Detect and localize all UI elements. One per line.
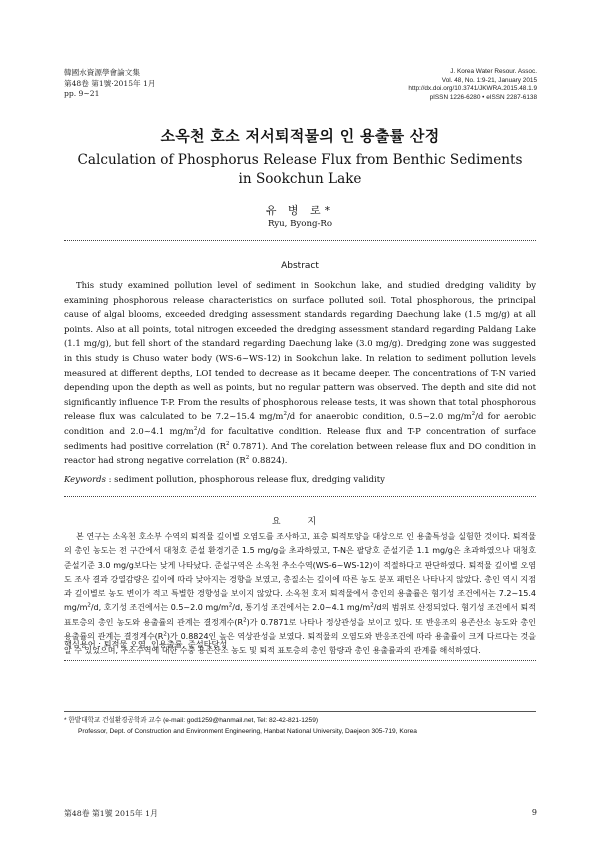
issn: pISSN 1226-6280 • eISSN 2287-6138 [429,93,537,101]
footnote [64,716,536,737]
footnote-line-2: Professor, Dept. of Construction and Environment Engineering, Hanbat National University, Daejeon 305-719, Korea [78,727,417,735]
journal-volume-en: Vol. 48, No. 1:9-21, January 2015 [441,76,537,84]
journal-name: 韓國水資源學會論文集 [64,68,140,77]
summary-heading: 요 지 [271,517,329,527]
author-english: Ryu, Byong-Ro [267,219,333,229]
page-number: 9 [531,808,537,817]
keywords [64,474,536,484]
author-korean: 유 병 로* [265,204,335,217]
footnote-rule [64,711,536,712]
keywords-korean: 핵심용어 : 퇴적물 오염, 인용출률, 준설타당성 [64,639,228,649]
abstract-heading: Abstract [281,261,319,271]
journal-abbrev: J. Korea Water Resour. Assoc. [450,68,537,75]
journal-header-left [64,68,155,100]
title-english: Calculation of Phosphorus Release Flux from Benthic Sediments in Sookchun Lake [77,152,523,187]
divider [64,660,536,661]
abstract-body: This study examined pollution level of sediment in Sookchun lake, and studied dredging validity by examining phosphorous release characteristics on surface polluted soil. Total phosphorous, the principal cause of algal blooms, exceeded dredging assessment standards regarding Daechung lake (1.5 mg/g) at all points. Also at all points, total nitrogen exceeded the dredging assessment standard regarding Paldang Lake (1.1 mg/g), but fell short of the standard regarding Daechung lake (3.0 mg/g). Dredging zone was suggested in this study is Chuso water body (WS-6~WS-12) in Sookchun lake. In relation to sediment pollution levels measured at different depths, LOI tended to decrease as it became deeper. The concentrations of T-N varied depending upon the depth as well as points, but no regular pattern was observed. The depth and site did not significantly influence T-P. From the results of phosphorous release tests, it was shown that total phosphorous release flux was calculated to be 7.2~15.4 $mg/m^2/d$ for anaerobic condition, 0.5~2.0 $mg/m^2/d$ for aerobic condition and 2.0~4.1 $mg/m^2/d$ for facultative condition. Release flux and T-P concentration of surface sediments had positive correlation ($R^2$ 0.7871). And The corelation between release flux and DO condition in reactor had strong negative correlation ($R^2$ 0.8824). [64,280,537,466]
footnote-line-1: * 한밭대학교 건설환경공학과 교수 (e-mail: god1259@hanmail.net, Tel: 82-42-821-1259) [64,717,319,724]
journal-pages: pp. 9~21 [64,89,100,98]
summary-body: 본 연구는 소옥천 호소부 수역의 퇴적물 깊이별 오염도를 조사하고, 표층 퇴적토양을 대상으로 인 용출특성을 실험한 것이다. 퇴적물의 총인 농도는 전 구간에서 대청호 준설 환경기준 1.5 mg/g을 초과하였고, T-N은 팔당호 준설기준 1.1 mg/g은 초과하였으나 대청호 준설기준 3.0 mg/g보다는 낮게 나타났다. 준설구역은 소옥천 추소수역(WS-6~WS-12)이 적절하다고 판단하였다. 퇴적물 깊이별 오염도 조사 결과 강열감량은 깊이에 따라 낮아지는 경향을 보였고, 총질소는 깊이에 따른 농도 분포 패턴은 나타나지 않았다. 총인 역시 지점과 깊이별로 농도 변이가 적고 특별한 경향성을 보이지 않았다. 소옥천 호저 퇴적물에서 총인의 용출률은 혐기성 조건에서는 7.2~15.4 $mg/m^2/d$, 호기성 조건에서는 0.5~2.0 $mg/m^2/d$, 통기성 조건에서는 2.0~4.1 $mg/m^2/d$의 범위로 산정되었다. 혐기성 조건에서 퇴적 표토층의 총인 농도와 용출률의 관계는 결정계수$(R^2)$가 0.7871로 나타나 정상관성을 보이고 있다. 또 반응조의 용존산소 농도와 총인 용출률의 관계는 결정계수$(R^2)$가 0.8824인 높은 역상관성을 보였다. 퇴적물의 오염도와 반응조건에 따라 용출률이 크게 다르다는 것을 알 수 있었으며, 추소수역에 대한 수중 용존산소 농도 및 퇴적 표토층의 총인 함량과 총인 용출률과의 관계를 해석하였다. [64,532,537,656]
journal-volume: 第48卷 第1號·2015年 1月 [64,78,156,88]
footer-volume: 第48卷 第1號 2015年 1月 [64,809,158,818]
divider [64,496,536,497]
divider [64,240,536,241]
keywords-label: Keywords [64,474,106,484]
keywords-text: : sediment pollution, phosphorous release flux, dredging validity [108,474,385,484]
title-korean: 소옥천 호소 저서퇴적물의 인 용출률 산정 [160,127,440,145]
doi-link[interactable]: http://dx.doi.org/10.3741/JKWRA.2015.48.1.9 [408,85,537,93]
journal-header-right [408,68,537,102]
